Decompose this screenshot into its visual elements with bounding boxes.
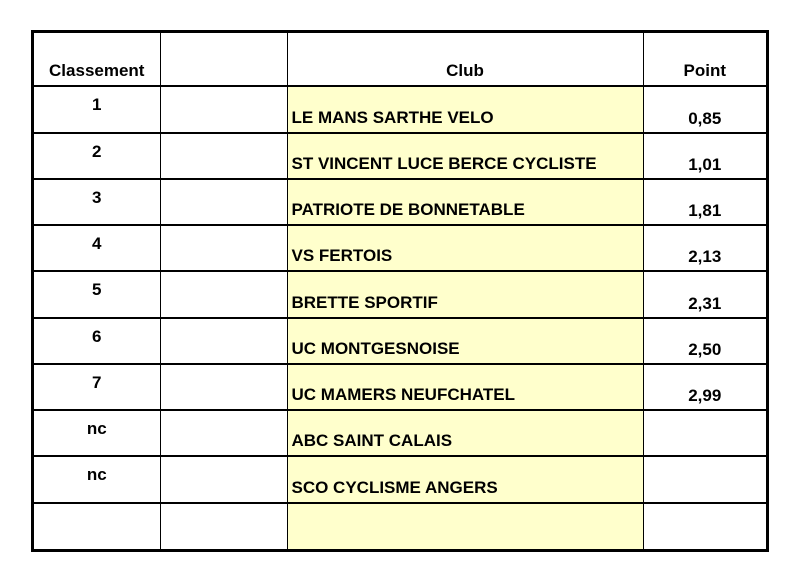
points-cell: 1,01 (643, 133, 766, 179)
rank-cell: 2 (34, 133, 160, 179)
blank-cell (160, 179, 287, 225)
header-point: Point (643, 33, 766, 86)
table-row (34, 86, 766, 132)
table-row (34, 133, 766, 179)
rank-cell: 6 (34, 318, 160, 364)
points-cell (643, 503, 766, 549)
blank-cell (160, 86, 287, 132)
rank-cell: 5 (34, 271, 160, 317)
club-cell: VS FERTOIS (287, 225, 643, 271)
blank-cell (160, 503, 287, 549)
points-cell: 2,99 (643, 364, 766, 410)
table-row (34, 410, 766, 456)
table-row (34, 318, 766, 364)
header-blank (160, 33, 287, 86)
club-cell: UC MAMERS NEUFCHATEL (287, 364, 643, 410)
blank-cell (160, 133, 287, 179)
blank-cell (160, 271, 287, 317)
blank-cell (160, 364, 287, 410)
club-cell: BRETTE SPORTIF (287, 271, 643, 317)
table-row (34, 364, 766, 410)
blank-cell (160, 456, 287, 502)
club-cell: ABC SAINT CALAIS (287, 410, 643, 456)
blank-cell (160, 410, 287, 456)
table-row (34, 179, 766, 225)
rank-cell: 1 (34, 86, 160, 132)
table-row (34, 456, 766, 502)
header-club: Club (287, 33, 643, 86)
points-cell: 2,31 (643, 271, 766, 317)
rank-cell: 4 (34, 225, 160, 271)
points-cell: 2,50 (643, 318, 766, 364)
blank-cell (160, 318, 287, 364)
ranking-table-frame (31, 30, 769, 552)
rank-cell: nc (34, 410, 160, 456)
blank-cell (160, 225, 287, 271)
club-cell (287, 503, 643, 549)
points-cell: 2,13 (643, 225, 766, 271)
header-classement: Classement (34, 33, 160, 86)
points-cell: 1,81 (643, 179, 766, 225)
rank-cell (34, 503, 160, 549)
table-row (34, 271, 766, 317)
table-header-row (34, 33, 766, 86)
points-cell (643, 410, 766, 456)
club-cell: LE MANS SARTHE VELO (287, 86, 643, 132)
points-cell: 0,85 (643, 86, 766, 132)
points-cell (643, 456, 766, 502)
club-cell: SCO CYCLISME ANGERS (287, 456, 643, 502)
rank-cell: nc (34, 456, 160, 502)
table-row (34, 503, 766, 549)
club-cell: ST VINCENT LUCE BERCE CYCLISTE (287, 133, 643, 179)
club-cell: PATRIOTE DE BONNETABLE (287, 179, 643, 225)
club-cell: UC MONTGESNOISE (287, 318, 643, 364)
rank-cell: 3 (34, 179, 160, 225)
ranking-table (34, 33, 766, 549)
rank-cell: 7 (34, 364, 160, 410)
table-row (34, 225, 766, 271)
